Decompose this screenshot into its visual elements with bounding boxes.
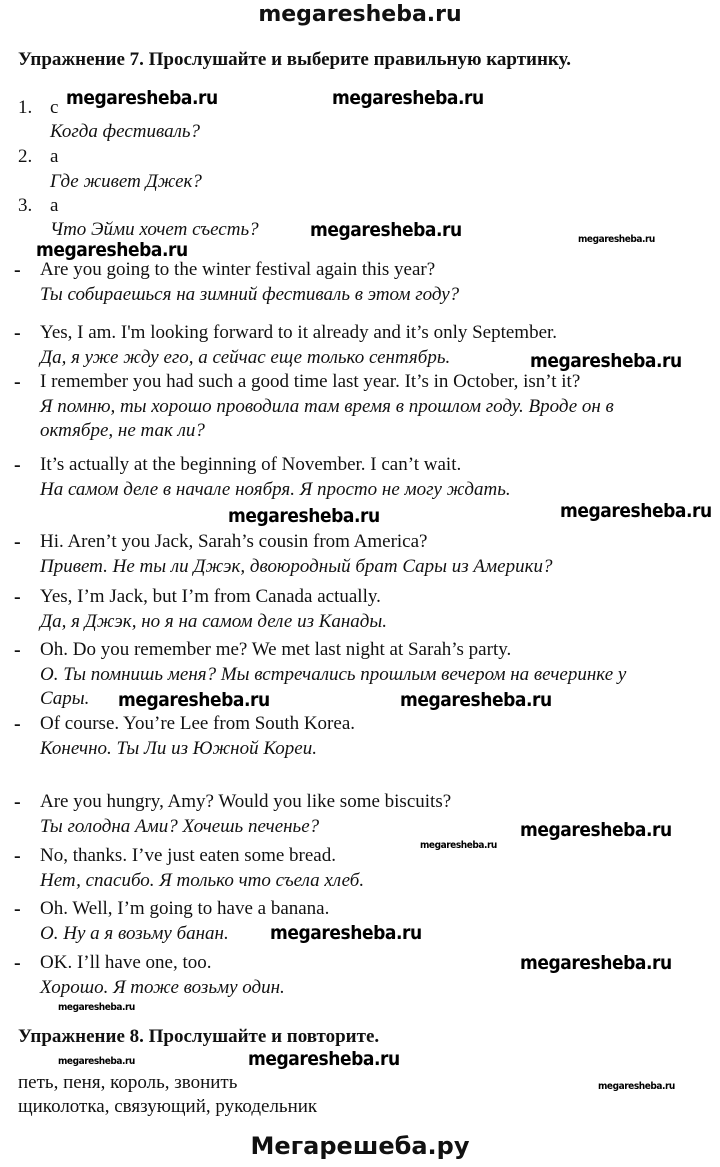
dialog-line-russian: Привет. Не ты ли Джэк, двоюродный брат Сары из Америки? — [40, 556, 553, 577]
exercise-8-line: петь, пеня, король, звонить — [18, 1072, 238, 1093]
dialog-line-russian: На самом деле в начале ноября. Я просто не могу ждать. — [40, 479, 511, 500]
dialog-line-russian: Я помню, ты хорошо проводила там время в прошлом году. Вроде он в — [40, 396, 614, 417]
dialog-line-russian: Сары. — [40, 688, 90, 709]
answer-question: Где живет Джек? — [50, 171, 202, 192]
watermark: megaresheba.ru — [118, 689, 270, 711]
watermark: megaresheba.ru — [248, 1048, 400, 1070]
dialog-line-english: Hi. Aren’t you Jack, Sarah’s cousin from America? — [40, 531, 428, 552]
dash-bullet: - — [14, 952, 21, 974]
answer-question: Когда фестиваль? — [50, 121, 201, 142]
watermark: megaresheba.ru — [332, 87, 484, 109]
dialog-line-english: Of course. You’re Lee from South Korea. — [40, 713, 356, 734]
dialog-line-english: Are you hungry, Amy? Would you like some biscuits? — [40, 791, 452, 812]
answer-value: a — [50, 146, 59, 167]
dialog-line-russian: Хорошо. Я тоже возьму один. — [40, 977, 285, 998]
answer-number: 2. — [18, 146, 33, 167]
exercise-8-title: Упражнение 8. Прослушайте и повторите. — [18, 1026, 380, 1047]
dialog-line-english: Oh. Do you remember me? We met last night at Sarah’s party. — [40, 639, 512, 660]
watermark: megaresheba.ru — [310, 219, 462, 241]
answer-value: a — [50, 195, 59, 216]
dash-bullet: - — [14, 639, 21, 661]
dash-bullet: - — [14, 845, 21, 867]
dialog-line-russian: Да, я Джэк, но я на самом деле из Канады. — [40, 611, 388, 632]
site-footer: Мегарешеба.ру — [250, 1132, 470, 1160]
watermark: megaresheba.ru — [66, 87, 218, 109]
dialog-line-russian: О. Ну а я возьму банан. — [40, 923, 229, 944]
site-header: megaresheba.ru — [258, 2, 462, 27]
dash-bullet: - — [14, 259, 21, 281]
watermark: megaresheba.ru — [520, 819, 672, 841]
dash-bullet: - — [14, 371, 21, 393]
dialog-line-russian: Конечно. Ты Ли из Южной Кореи. — [40, 738, 317, 759]
watermark: megaresheba.ru — [598, 1081, 675, 1092]
watermark: megaresheba.ru — [270, 922, 422, 944]
watermark: megaresheba.ru — [560, 500, 712, 522]
watermark: megaresheba.ru — [578, 234, 655, 245]
answer-number: 1. — [18, 97, 33, 118]
watermark: megaresheba.ru — [58, 1056, 135, 1067]
watermark: megaresheba.ru — [58, 1002, 135, 1013]
dialog-line-russian: Да, я уже жду его, а сейчас еще только сентябрь. — [40, 347, 451, 368]
dash-bullet: - — [14, 531, 21, 553]
watermark: megaresheba.ru — [36, 239, 188, 261]
watermark: megaresheba.ru — [520, 952, 672, 974]
dash-bullet: - — [14, 713, 21, 735]
dialog-line-english: Yes, I am. I'm looking forward to it already and it’s only September. — [40, 322, 558, 343]
watermark: megaresheba.ru — [228, 505, 380, 527]
dialog-line-english: Oh. Well, I’m going to have a banana. — [40, 898, 330, 919]
answer-number: 3. — [18, 195, 33, 216]
dialog-line-english: It’s actually at the beginning of November. I can’t wait. — [40, 454, 462, 475]
dialog-line-russian: Ты собираешься на зимний фестиваль в этом году? — [40, 284, 460, 305]
dialog-line-russian: октябре, не так ли? — [40, 420, 205, 441]
dash-bullet: - — [14, 586, 21, 608]
dialog-line-russian: О. Ты помнишь меня? Мы встречались прошлым вечером на вечеринке у — [40, 664, 627, 685]
dash-bullet: - — [14, 791, 21, 813]
dialog-line-russian: Ты голодна Ами? Хочешь печенье? — [40, 816, 320, 837]
dialog-line-english: Yes, I’m Jack, but I’m from Canada actually. — [40, 586, 381, 607]
watermark: megaresheba.ru — [400, 689, 552, 711]
answer-value: c — [50, 97, 59, 118]
dialog-line-english: Are you going to the winter festival again this year? — [40, 259, 436, 280]
dash-bullet: - — [14, 898, 21, 920]
exercise-7-title: Упражнение 7. Прослушайте и выберите правильную картинку. — [18, 49, 571, 70]
dialog-line-english: OK. I’ll have one, too. — [40, 952, 212, 973]
dash-bullet: - — [14, 322, 21, 344]
exercise-8-line: щиколотка, связующий, рукодельник — [18, 1096, 318, 1117]
dialog-line-russian: Нет, спасибо. Я только что съела хлеб. — [40, 870, 365, 891]
dash-bullet: - — [14, 454, 21, 476]
watermark: megaresheba.ru — [420, 840, 497, 851]
watermark: megaresheba.ru — [530, 350, 682, 372]
dialog-line-english: I remember you had such a good time last year. It’s in October, isn’t it? — [40, 371, 581, 392]
dialog-line-english: No, thanks. I’ve just eaten some bread. — [40, 845, 336, 866]
answer-question: Что Эйми хочет съесть? — [50, 219, 259, 240]
